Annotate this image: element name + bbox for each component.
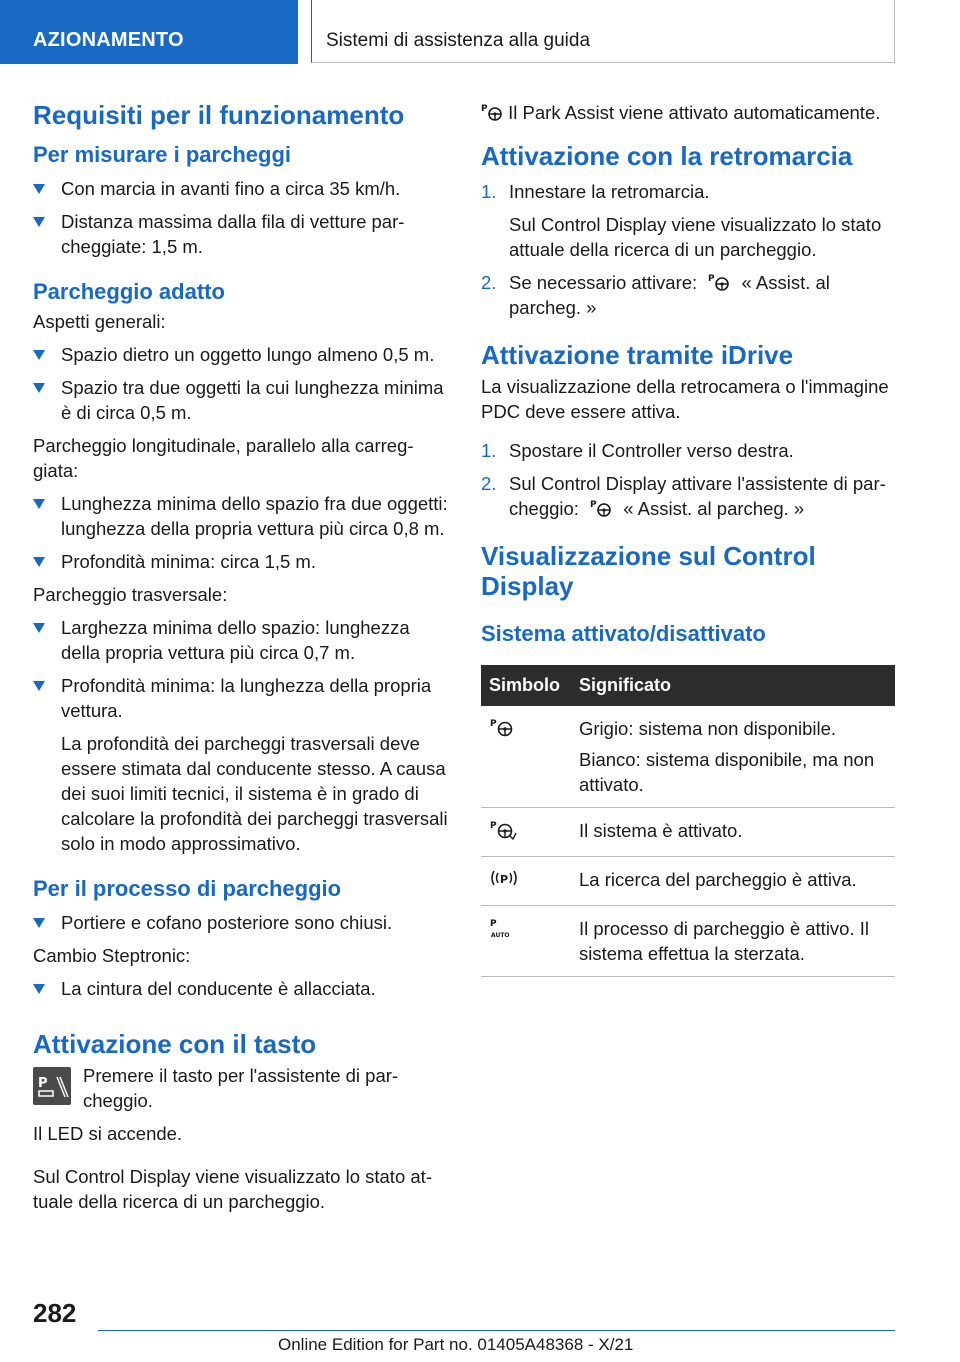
list-item: Profondità minima: circa 1,5 m. bbox=[33, 549, 449, 574]
heading-visual: Visualizzazione sul Control Display bbox=[481, 541, 816, 601]
heading-requisiti: Requisiti per il funzionamento bbox=[33, 100, 405, 130]
heading-retromarcia: Attivazione con la retromarcia bbox=[481, 141, 853, 171]
list-item: Spazio tra due oggetti la cui lunghezza minima è di circa 0,5 m. bbox=[33, 375, 449, 425]
chapter-tab bbox=[311, 0, 895, 63]
svg-text:P: P bbox=[500, 873, 509, 886]
parking-search-icon bbox=[489, 867, 519, 889]
paragraph: Parcheggio longitudinale, parallelo alla carreggiata: bbox=[33, 435, 414, 481]
paragraph: Il LED si accende. bbox=[33, 1123, 183, 1144]
bullet-triangle-icon bbox=[33, 623, 45, 633]
list-item: 1. Innestare la retromarcia. bbox=[481, 181, 710, 202]
park-assist-icon bbox=[590, 498, 612, 518]
paragraph: P Il Park Assist viene attivato automaticamente. bbox=[481, 102, 881, 123]
table-row: P Il sistema è attivato. bbox=[481, 808, 895, 857]
bullet-triangle-icon bbox=[33, 217, 45, 227]
symbol-table bbox=[481, 665, 895, 977]
paragraph: Sul Control Display viene visualizzato lo stato attuale della ricerca di un parcheggio. bbox=[33, 1166, 432, 1212]
list-note: La profondità dei parcheggi trasversali deve essere stimata dal conducente stesso. A causa dei suoi limiti tecnici, il sistema è in grado di calcolare la profondità dei parcheggi trasversali solo in modo approssimativo. bbox=[61, 733, 448, 854]
heading-tasto: Attivazione con il tasto bbox=[33, 1029, 317, 1059]
list-item: 2. Sul Control Display attivare l'assistente di parcheggio: P « Assist. al parcheg. » bbox=[481, 473, 886, 519]
table-header-meaning: Significato bbox=[571, 665, 895, 706]
svg-text:AUTO: AUTO bbox=[491, 932, 510, 939]
page-number: 282 bbox=[33, 1298, 77, 1328]
list-item: Spazio dietro un oggetto lungo almeno 0,5 m. bbox=[33, 342, 449, 367]
svg-text:P: P bbox=[490, 919, 497, 929]
bullet-triangle-icon bbox=[33, 499, 45, 509]
paragraph: Parcheggio trasversale: bbox=[33, 584, 228, 605]
list-item: Portiere e cofano posteriore sono chiusi. bbox=[33, 910, 449, 935]
bullet-triangle-icon bbox=[33, 383, 45, 393]
svg-text:P: P bbox=[481, 104, 488, 114]
bullet-triangle-icon bbox=[33, 557, 45, 567]
heading-processo: Per il processo di parcheggio bbox=[33, 876, 342, 901]
table-row: P Grigio: sistema non disponibile. Bianco: sistema disponibile, ma non attivato. bbox=[481, 706, 895, 808]
paragraph: La visualizzazione della retrocamera o l'immagine PDC deve essere attiva. bbox=[481, 376, 889, 422]
heading-sistema: Sistema attivato/disattivato bbox=[481, 621, 766, 646]
paragraph: Aspetti generali: bbox=[33, 311, 166, 332]
bullet-triangle-icon bbox=[33, 918, 45, 928]
footer-edition: Online Edition for Part no. 01405A48368 - X/21 bbox=[278, 1335, 634, 1354]
list-item: 2. Se necessario attivare: P « Assist. al parcheg. » bbox=[481, 272, 830, 318]
park-assist-icon bbox=[708, 272, 730, 292]
list-item: Profondità minima: la lunghezza della propria vettura. bbox=[33, 673, 449, 723]
heading-idrive: Attivazione tramite iDrive bbox=[481, 340, 794, 370]
park-assist-icon bbox=[481, 102, 503, 122]
table-row: P AUTO Il processo di parcheggio è attivo. Il sistema effettua la sterzata. bbox=[481, 906, 895, 977]
park-assist-button-icon bbox=[33, 1067, 71, 1105]
left-column bbox=[33, 100, 449, 1222]
list-item: Con marcia in avanti fino a circa 35 km/h. bbox=[33, 176, 449, 201]
right-column bbox=[481, 100, 895, 977]
svg-text:P: P bbox=[490, 719, 497, 729]
table-row: P La ricerca del parcheggio è attiva. bbox=[481, 857, 895, 906]
heading-misurare: Per misurare i parcheggi bbox=[33, 142, 291, 167]
svg-text:P: P bbox=[708, 274, 715, 284]
list-item: Lunghezza minima dello spazio fra due oggetti: lunghezza della propria vettura più circa 0,8 m. bbox=[33, 491, 449, 541]
park-auto-icon bbox=[489, 916, 519, 940]
bullet-triangle-icon bbox=[33, 681, 45, 691]
paragraph: Premere il tasto per l'assistente di parcheggio. bbox=[83, 1065, 399, 1111]
list-item: 1. Spostare il Controller verso destra. bbox=[481, 440, 794, 461]
key-instruction bbox=[33, 1063, 449, 1113]
bullet-triangle-icon bbox=[33, 184, 45, 194]
paragraph: Cambio Steptronic: bbox=[33, 945, 191, 966]
list-item: Larghezza minima dello spazio: lunghezza della propria vettura più circa 0,7 m. bbox=[33, 615, 449, 665]
heading-adatto: Parcheggio adatto bbox=[33, 279, 225, 304]
section-tab bbox=[0, 0, 298, 64]
list-item: Distanza massima dalla fila di vetture parcheggiate: 1,5 m. bbox=[33, 209, 449, 259]
svg-text:P: P bbox=[38, 1076, 48, 1091]
table-header-row bbox=[481, 665, 895, 706]
section-title: AZIONAMENTO bbox=[33, 29, 184, 51]
table-header-symbol: Simbolo bbox=[481, 665, 571, 706]
svg-text:P: P bbox=[490, 821, 497, 831]
svg-text:P: P bbox=[590, 500, 597, 510]
park-assist-active-icon bbox=[489, 818, 517, 840]
park-assist-grey-icon bbox=[489, 716, 515, 738]
bullet-triangle-icon bbox=[33, 984, 45, 994]
chapter-title: Sistemi di assistenza alla guida bbox=[326, 30, 591, 51]
bullet-triangle-icon bbox=[33, 350, 45, 360]
list-item: La cintura del conducente è allacciata. bbox=[33, 976, 449, 1001]
footer-divider bbox=[98, 1330, 895, 1331]
list-note: Sul Control Display viene visualizzato lo stato attuale della ricerca di un parcheggio. bbox=[509, 214, 882, 260]
